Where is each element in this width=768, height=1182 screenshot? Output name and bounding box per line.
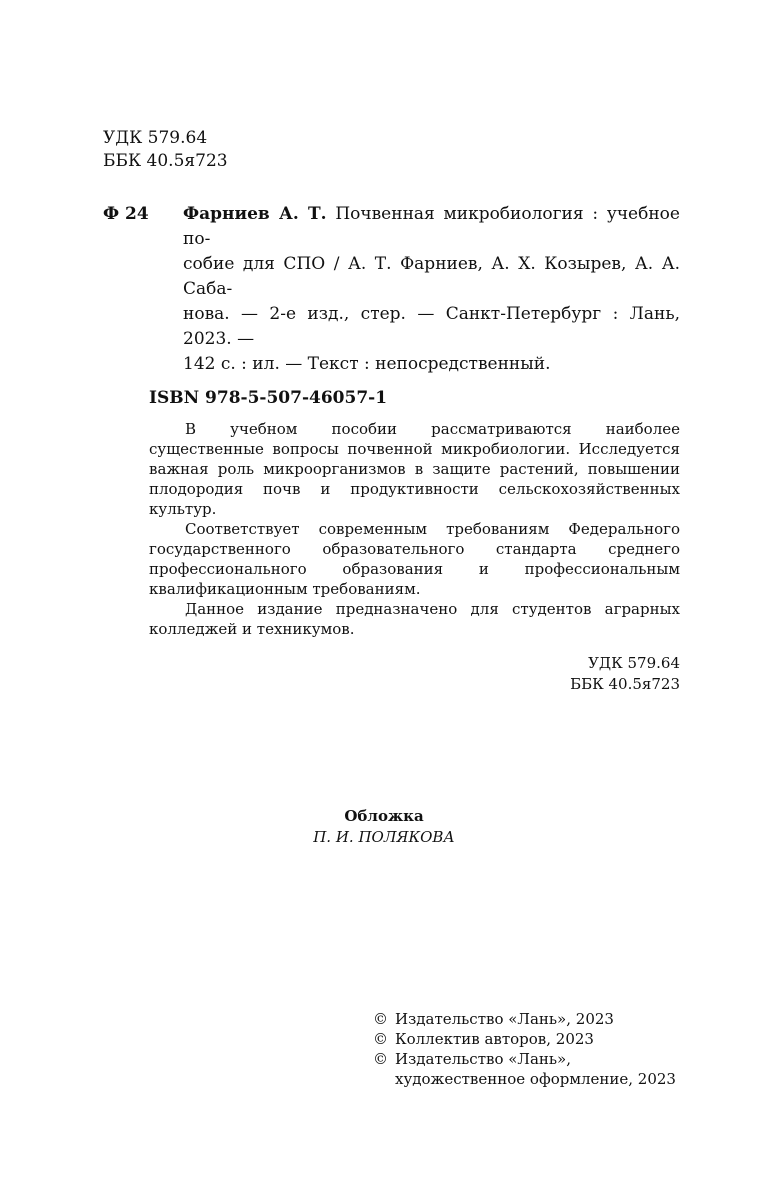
cover-credit (0, 806, 768, 848)
copyright-block (373, 1009, 676, 1089)
biblio-line-4: 142 с. : ил. — Текст : непосредственный. (183, 354, 551, 374)
classification-codes-top (103, 127, 228, 173)
copyright-text-3: Издательство «Лань», (395, 1050, 572, 1068)
udk-code-bottom: УДК 579.64 (588, 654, 680, 672)
classification-codes-bottom (149, 653, 680, 695)
copyright-text-3-continued: художественное оформление, 2023 (395, 1070, 676, 1088)
cover-designer: П. И. ПОЛЯКОВА (313, 828, 455, 846)
cover-credit-title: Обложка (344, 807, 424, 825)
bbk-code-bottom: ББК 40.5я723 (570, 675, 680, 693)
annotation (149, 419, 680, 695)
bbk-code: ББК 40.5я723 (103, 151, 228, 171)
copyright-line-2 (373, 1029, 676, 1049)
copyright-icon: © (373, 1010, 388, 1028)
annotation-paragraph-3: Данное издание предназначено для студентов аграрных колледжей и техникумов. (149, 600, 680, 638)
isbn: ISBN 978-5-507-46057-1 (149, 388, 388, 408)
bibliographic-description (183, 202, 680, 377)
copyright-text-1: Издательство «Лань», 2023 (395, 1010, 614, 1028)
annotation-paragraph-1: В учебном пособии рассматриваются наиболее существенные вопросы почвенной микробиологии. Исследуется важная роль микроорганизмов в защите растений, повышении плодородия почв и продуктивности сельскохозяйственных культур. (149, 420, 680, 518)
biblio-line-2: собие для СПО / А. Т. Фарниев, А. Х. Козырев, А. А. Саба- (183, 254, 680, 299)
bibliographic-entry (103, 202, 680, 377)
book-title: Почвенная микробиология : учебное по- (183, 204, 680, 249)
copyright-icon: © (373, 1050, 388, 1068)
copyright-text-2: Коллектив авторов, 2023 (395, 1030, 594, 1048)
biblio-line-3: нова. — 2-е изд., стер. — Санкт-Петербург : Лань, 2023. — (183, 304, 680, 349)
copyright-line-3 (373, 1049, 676, 1069)
udk-code: УДК 579.64 (103, 128, 208, 148)
copyright-line-1 (373, 1009, 676, 1029)
annotation-paragraph-2: Соответствует современным требованиям Федерального государственного образовательного стандарта среднего профессионального образования и профессиональным квалификационным требованиям. (149, 520, 680, 598)
catalog-card (103, 202, 680, 695)
copyright-icon: © (373, 1030, 388, 1048)
author-name: Фарниев А. Т. (183, 204, 327, 224)
author-cipher: Ф 24 (103, 204, 149, 224)
biblio-line-1 (183, 202, 680, 252)
